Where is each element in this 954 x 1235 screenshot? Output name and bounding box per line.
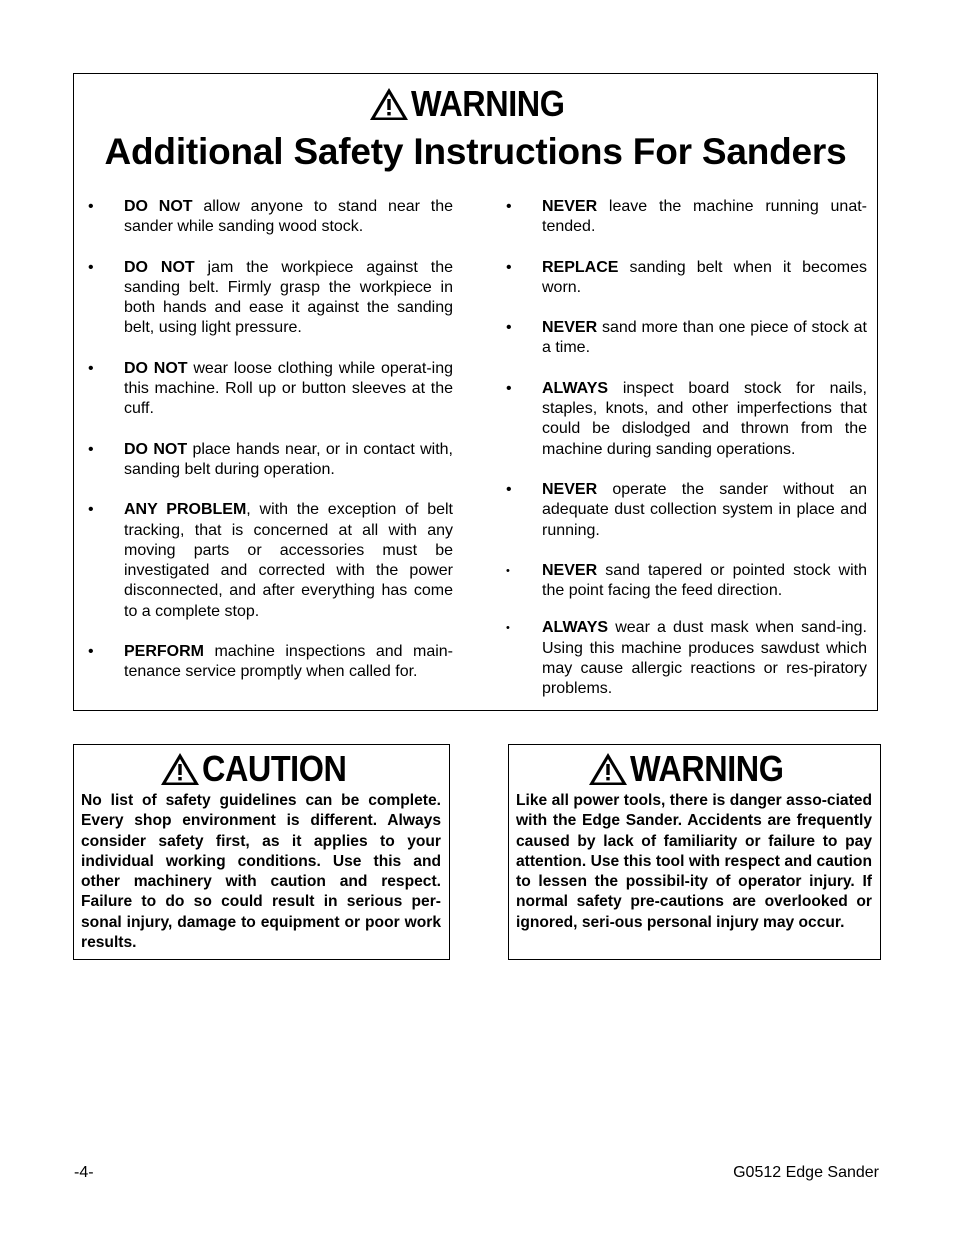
list-item: • ALWAYS wear a dust mask when sand-ing. Using this machine produces sawdust which may cause allergic reactions or res-piratory problems.	[506, 619, 867, 698]
list-item: • NEVER sand more than one piece of stock at a time.	[506, 319, 867, 357]
list-item: • DO NOT allow anyone to stand near the sander while sanding wood stock.	[88, 198, 453, 236]
warning-header	[74, 83, 877, 124]
item-text: inspect board stock for nails, staples, knots, and other imperfections that could be dislodged and thrown from the machine during sanding operations.	[542, 379, 867, 458]
list-item: • REPLACE sanding belt when it becomes worn.	[506, 258, 867, 296]
list-item: • NEVER leave the machine running unat-tended.	[506, 198, 867, 236]
item-text: sand more than one piece of stock at a time.	[542, 319, 867, 357]
warning-box	[508, 744, 881, 960]
keyword: DO NOT	[124, 198, 193, 215]
item-text: sanding belt when it becomes worn.	[542, 258, 867, 296]
safety-instructions-box	[73, 73, 878, 711]
list-item: • DO NOT place hands near, or in contact with, sanding belt during operation.	[88, 440, 453, 478]
keyword: DO NOT	[124, 359, 188, 377]
list-item: • DO NOT wear loose clothing while operat-ing this machine. Roll up or button sleeves at the cuff.	[88, 359, 453, 418]
list-item: • NEVER sand tapered or pointed stock with the point facing the feed direction.	[506, 561, 867, 600]
signal-word-warning: WARNING	[411, 83, 565, 124]
list-item: • ALWAYS inspect board stock for nails, staples, knots, and other imperfections that could be dislodged and thrown from the machine during sanding operations.	[506, 379, 867, 458]
page-number: -4-	[74, 1164, 94, 1181]
warning-triangle-icon	[369, 87, 409, 121]
item-text: wear a dust mask when sand-ing. Using this machine produces sawdust which may cause allergic reactions or res-piratory problems.	[542, 619, 867, 698]
warning-text: Like all power tools, there is danger asso-ciated with the Edge Sander. Accidents are frequently caused by lack of familiarity or failure to pay attention. Use this tool with respect and caution to lessen the possibil-ity of operator injury. If normal safety pre-cautions are overlooked or ignored, seri-ous personal injury may occur.	[516, 792, 872, 931]
model-name: G0512 Edge Sander	[733, 1164, 879, 1181]
item-text: place hands near, or in contact with, sanding belt during operation.	[124, 440, 453, 478]
list-item: • ANY PROBLEM, with the exception of belt tracking, that is concerned at all with any moving parts or accessories must be investigated and corrected with the power disconnected, and after everything has come to a complete stop.	[88, 501, 453, 620]
list-item: • PERFORM machine inspections and main-tenance service promptly when called for.	[88, 643, 453, 681]
item-text: sand tapered or pointed stock with the point facing the feed direction.	[542, 561, 867, 600]
item-text: jam the workpiece against the sanding belt. Firmly grasp the workpiece in both hands and ease it against the sanding belt, using light pressure.	[124, 258, 454, 337]
keyword: DO NOT	[124, 258, 195, 276]
item-text: operate the sander without an adequate dust collection system in place and running.	[542, 480, 867, 539]
signal-word-caution: CAUTION	[202, 748, 347, 789]
left-column	[88, 197, 453, 703]
warning-triangle-icon	[160, 752, 200, 786]
item-text: machine inspections and main-tenance service promptly when called for.	[124, 643, 453, 681]
keyword: ALWAYS	[542, 379, 609, 397]
keyword: NEVER	[542, 480, 598, 498]
right-column	[506, 197, 867, 720]
keyword: PERFORM	[124, 643, 204, 661]
item-text: leave the machine running unat-tended.	[542, 198, 867, 236]
item-text: , with the exception of belt tracking, that is concerned at all with any moving parts or accessories must be investigated and corrected with the power disconnected, and after everything has come to a complete stop.	[124, 501, 453, 620]
keyword: ALWAYS	[542, 619, 609, 637]
page-title: Additional Safety Instructions For Sanders	[104, 131, 847, 172]
keyword: REPLACE	[542, 258, 619, 276]
keyword: NEVER	[542, 198, 598, 215]
warning-triangle-icon	[588, 752, 628, 786]
item-text: allow anyone to stand near the sander while sanding wood stock.	[124, 198, 453, 236]
caution-header	[74, 748, 449, 789]
signal-word-warning: WARNING	[630, 748, 784, 789]
caution-text: No list of safety guidelines can be complete. Every shop environment is different. Always consider safety first, as it applies to your individual working conditions. Use this and other machinery with caution and respect. Failure to do so could result in serious per-sonal injury, damage to equipment or poor work results.	[81, 792, 441, 952]
keyword: NEVER	[542, 561, 598, 579]
keyword: DO NOT	[124, 440, 188, 458]
keyword: ANY PROBLEM	[124, 501, 247, 519]
caution-box	[73, 744, 450, 960]
item-text: wear loose clothing while operat-ing this machine. Roll up or button sleeves at the cuff.	[124, 359, 453, 418]
warning-header-small	[509, 748, 880, 789]
list-item: • DO NOT jam the workpiece against the sanding belt. Firmly grasp the workpiece in both hands and ease it against the sanding belt, using light pressure.	[88, 258, 454, 337]
list-item: • NEVER operate the sander without an adequate dust collection system in place and running.	[506, 480, 867, 539]
keyword: NEVER	[542, 319, 598, 337]
